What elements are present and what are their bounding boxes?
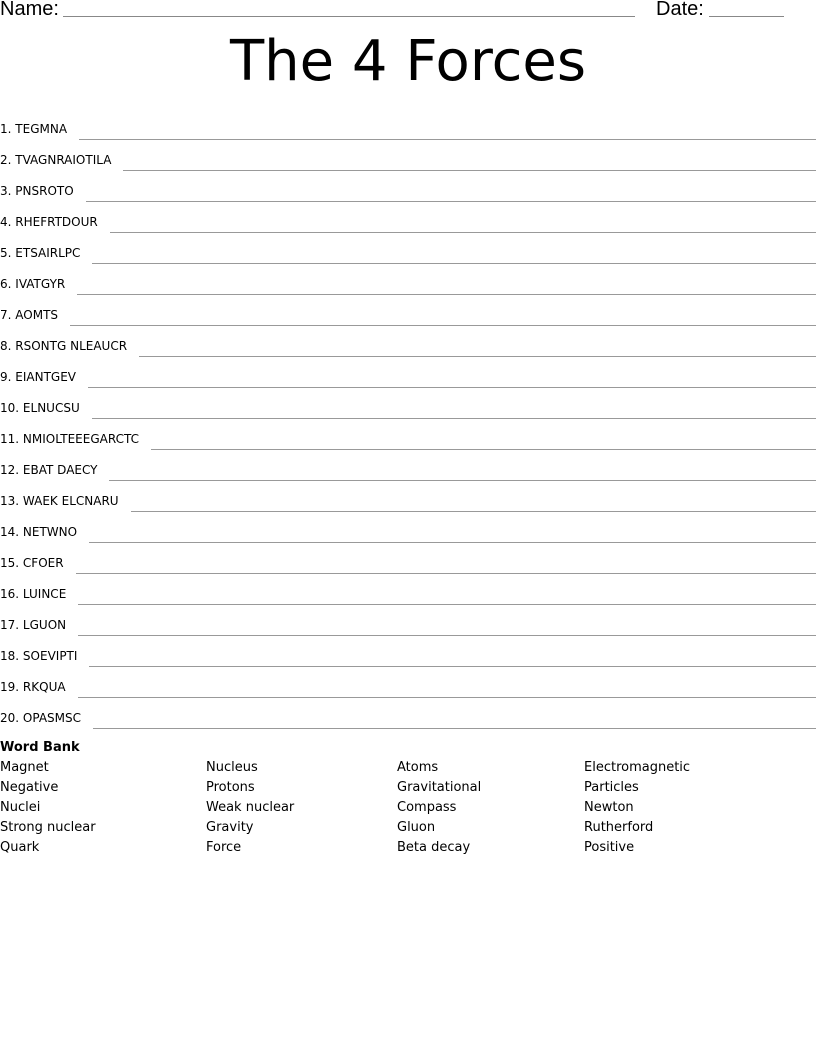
question-number: 7. <box>0 308 12 322</box>
question-number: 8. <box>0 339 12 353</box>
word-bank-item: Force <box>206 840 242 855</box>
scrambled-word-text: LUINCE <box>22 587 67 601</box>
word-bank-item: Quark <box>0 840 40 855</box>
question-number: 18. <box>0 649 20 663</box>
question-row <box>0 453 816 484</box>
answer-line[interactable] <box>131 510 816 512</box>
question-number: 4. <box>0 215 12 229</box>
scrambled-word <box>19 679 65 701</box>
word-bank-item: Positive <box>584 840 635 855</box>
word-bank-item: Protons <box>206 780 255 795</box>
scrambled-word <box>19 431 139 453</box>
question-row <box>0 639 816 670</box>
scrambled-word <box>11 276 65 298</box>
question-row <box>0 422 816 453</box>
question-row <box>0 484 816 515</box>
word-bank-item: Compass <box>397 800 457 815</box>
scrambled-word <box>19 648 77 670</box>
scrambled-word-text: NETWNO <box>22 525 78 539</box>
scrambled-word <box>19 400 80 422</box>
question-number: 10. <box>0 401 20 415</box>
question-row <box>0 329 816 360</box>
question-row <box>0 267 816 298</box>
name-line[interactable] <box>63 16 635 17</box>
scrambled-word-text: LGUON <box>22 618 67 632</box>
answer-line[interactable] <box>93 727 816 729</box>
question-row <box>0 701 816 732</box>
word-bank-item: Gluon <box>397 820 436 835</box>
answer-line[interactable] <box>78 634 816 636</box>
scrambled-word <box>11 245 80 267</box>
question-number: 16. <box>0 587 20 601</box>
answer-line[interactable] <box>77 293 816 295</box>
question-row <box>0 205 816 236</box>
scrambled-word-text: SOEVIPTI <box>22 649 78 663</box>
question-number: 3. <box>0 184 12 198</box>
scrambled-word-text: EIANTGEV <box>15 370 77 384</box>
word-bank-item: Newton <box>584 800 634 815</box>
question-number: 13. <box>0 494 20 508</box>
question-number: 20. <box>0 711 20 725</box>
date-line[interactable] <box>709 16 784 17</box>
question-row <box>0 515 816 546</box>
question-row <box>0 670 816 701</box>
scrambled-word-text: IVATGYR <box>15 277 66 291</box>
word-bank-item: Rutherford <box>584 820 654 835</box>
word-bank-item: Atoms <box>397 760 439 775</box>
answer-line[interactable] <box>76 572 816 574</box>
answer-line[interactable] <box>79 138 816 140</box>
word-bank-item: Nuclei <box>0 800 41 815</box>
scrambled-word-text: AOMTS <box>15 308 59 322</box>
word-bank-item: Beta decay <box>397 840 471 855</box>
scrambled-word <box>19 710 81 732</box>
question-number: 1. <box>0 122 12 136</box>
scrambled-word-text: RKQUA <box>22 680 66 694</box>
scrambled-word-text: EBAT DAECY <box>22 463 98 477</box>
question-number: 17. <box>0 618 20 632</box>
scrambled-word <box>11 338 127 360</box>
scrambled-word <box>11 183 73 205</box>
question-number: 6. <box>0 277 12 291</box>
scrambled-word <box>19 617 66 639</box>
page-title: The 4 Forces <box>229 29 587 94</box>
question-row <box>0 391 816 422</box>
word-bank-item: Gravity <box>206 820 254 835</box>
name-label: Name: <box>0 0 59 20</box>
scrambled-word-text: TEGMNA <box>15 122 68 136</box>
question-row <box>0 608 816 639</box>
answer-line[interactable] <box>110 231 816 233</box>
date-label: Date: <box>656 0 704 20</box>
scrambled-word <box>19 555 63 577</box>
scrambled-word-text: PNSROTO <box>15 184 74 198</box>
answer-line[interactable] <box>109 479 816 481</box>
question-row <box>0 143 816 174</box>
word-bank-item: Particles <box>584 780 639 795</box>
answer-line[interactable] <box>92 262 816 264</box>
question-number: 5. <box>0 246 12 260</box>
answer-line[interactable] <box>92 417 816 419</box>
scrambled-word <box>19 462 97 484</box>
question-number: 12. <box>0 463 20 477</box>
question-row <box>0 174 816 205</box>
header <box>0 0 816 22</box>
scrambled-word <box>11 152 111 174</box>
scrambled-word <box>19 524 77 546</box>
scrambled-word <box>19 586 66 608</box>
scrambled-word-text: ETSAIRLPC <box>15 246 81 260</box>
word-bank-item: Negative <box>0 780 59 795</box>
question-number: 19. <box>0 680 20 694</box>
answer-line[interactable] <box>86 200 816 202</box>
scrambled-word-text: RHEFRTDOUR <box>15 215 98 229</box>
answer-line[interactable] <box>78 603 816 605</box>
question-number: 11. <box>0 432 20 446</box>
answer-line[interactable] <box>123 169 816 171</box>
scrambled-word <box>11 307 58 329</box>
question-number: 9. <box>0 370 12 384</box>
word-bank <box>0 740 816 860</box>
question-row <box>0 360 816 391</box>
answer-line[interactable] <box>70 324 816 326</box>
scrambled-word <box>11 121 67 143</box>
question-row <box>0 298 816 329</box>
answer-line[interactable] <box>89 541 816 543</box>
scrambled-word-text: RSONTG NLEAUCR <box>15 339 128 353</box>
question-row <box>0 112 816 143</box>
scrambled-word-text: TVAGNRAIOTILA <box>15 153 112 167</box>
question-number: 14. <box>0 525 20 539</box>
answer-line[interactable] <box>89 665 816 667</box>
word-bank-title: Word Bank <box>0 740 80 755</box>
answer-line[interactable] <box>78 696 816 698</box>
question-row <box>0 546 816 577</box>
answer-line[interactable] <box>151 448 816 450</box>
scrambled-word <box>19 493 118 515</box>
question-number: 15. <box>0 556 20 570</box>
scrambled-word-text: ELNUCSU <box>22 401 80 415</box>
answer-line[interactable] <box>88 386 816 388</box>
word-bank-item: Weak nuclear <box>206 800 295 815</box>
word-bank-item: Magnet <box>0 760 49 775</box>
question-number: 2. <box>0 153 12 167</box>
scrambled-word-text: CFOER <box>22 556 64 570</box>
scrambled-word <box>11 214 97 236</box>
word-bank-grid <box>0 760 816 860</box>
question-row <box>0 236 816 267</box>
word-bank-item: Gravitational <box>397 780 482 795</box>
answer-line[interactable] <box>139 355 816 357</box>
scrambled-word-text: NMIOLTEEEGARCTC <box>22 432 139 446</box>
question-list <box>0 112 816 732</box>
question-row <box>0 577 816 608</box>
scrambled-word <box>11 369 76 391</box>
word-bank-item: Strong nuclear <box>0 820 96 835</box>
word-bank-item: Electromagnetic <box>584 760 691 775</box>
word-bank-item: Nucleus <box>206 760 258 775</box>
scrambled-word-text: WAEK ELCNARU <box>22 494 119 508</box>
scrambled-word-text: OPASMSC <box>22 711 82 725</box>
